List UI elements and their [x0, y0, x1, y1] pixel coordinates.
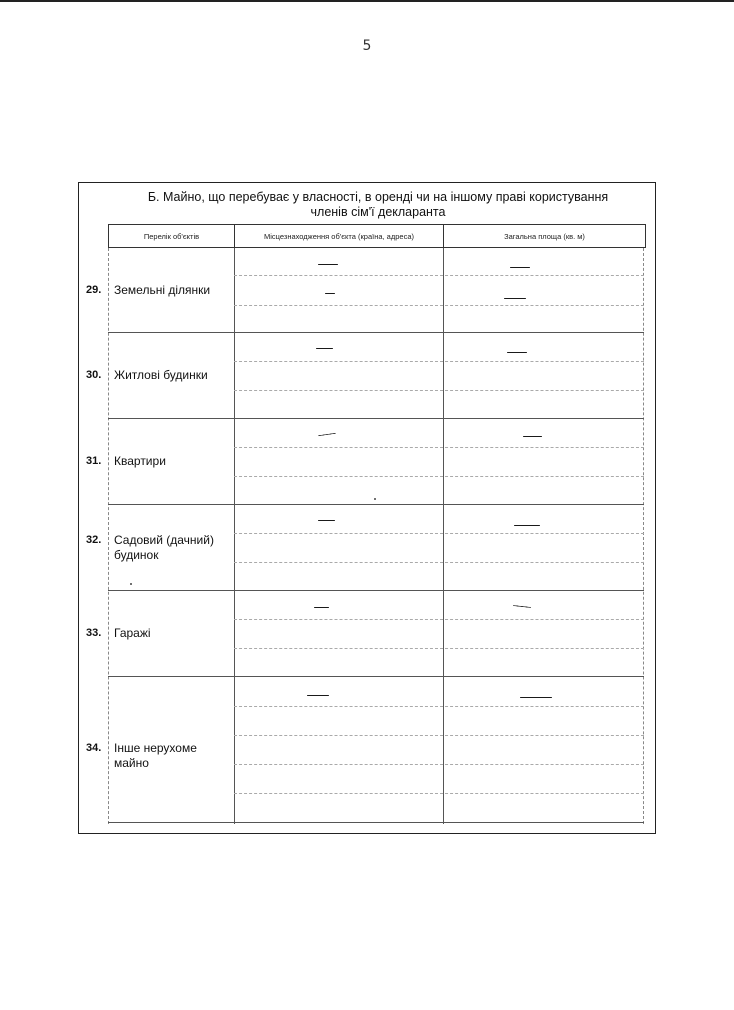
row-number-33: 33. — [86, 627, 102, 639]
row-number-34: 34. — [86, 742, 102, 754]
location-entry-dash — [318, 520, 335, 521]
sub-row-line — [234, 476, 644, 477]
location-entry-dash — [307, 695, 329, 696]
sub-row-line — [234, 619, 644, 620]
form-frame — [78, 182, 656, 834]
section-title — [108, 190, 648, 220]
top-rule — [0, 0, 734, 2]
row-label-other-real-estate: Інше нерухоме майно — [114, 741, 197, 770]
row-label-residential-houses: Житлові будинки — [114, 368, 208, 382]
row-separator — [108, 504, 644, 505]
sub-row-line — [234, 533, 644, 534]
area-entry-dash — [520, 697, 552, 698]
row-label-garages: Гаражі — [114, 626, 151, 640]
area-entry-dash — [514, 525, 540, 526]
row-separator — [108, 822, 644, 823]
section-title-line1: Б. Майно, що перебуває у власності, в оренді чи на іншому праві користування — [147, 190, 609, 204]
section-title-line2: членів сім'ї декларанта — [310, 205, 446, 219]
location-entry-dash — [318, 264, 338, 265]
row-number-30: 30. — [86, 369, 102, 381]
row-separator — [108, 332, 644, 333]
row-separator — [108, 676, 644, 677]
sub-row-line — [234, 390, 644, 391]
sub-row-line — [234, 361, 644, 362]
location-entry-dash — [325, 293, 335, 294]
grid-line-left — [108, 248, 109, 824]
row-number-32: 32. — [86, 534, 102, 546]
row-number-29: 29. — [86, 284, 102, 296]
location-entry-dash — [314, 607, 329, 608]
column-header-area: Загальна площа (кв. м) — [443, 224, 646, 248]
sub-row-line — [234, 562, 644, 563]
sub-row-line — [234, 706, 644, 707]
column-header-location: Місцезнаходження об'єкта (країна, адреса) — [234, 224, 444, 248]
scan-speck — [374, 498, 376, 500]
grid-line-col2 — [443, 248, 444, 824]
row-label-garden-house: Садовий (дачний) будинок — [114, 533, 214, 562]
sub-row-line — [234, 793, 644, 794]
area-entry-dash — [504, 298, 526, 299]
location-entry-dash — [316, 348, 333, 349]
sub-row-line — [234, 648, 644, 649]
column-header-objects: Перелік об'єктів — [108, 224, 235, 248]
row-label-apartments: Квартири — [114, 454, 166, 468]
sub-row-line — [234, 275, 644, 276]
page-number: 5 — [362, 38, 372, 54]
row-separator — [108, 418, 644, 419]
sub-row-line — [234, 764, 644, 765]
scan-speck — [130, 583, 132, 585]
area-entry-dash — [510, 267, 530, 268]
area-entry-dash — [507, 352, 527, 353]
sub-row-line — [234, 305, 644, 306]
area-entry-dash — [523, 436, 542, 437]
row-label-land-plots: Земельні ділянки — [114, 283, 211, 297]
grid-line-col1 — [234, 248, 235, 824]
row-separator — [108, 590, 644, 591]
grid-line-right — [643, 248, 644, 824]
row-number-31: 31. — [86, 455, 102, 467]
sub-row-line — [234, 735, 644, 736]
sub-row-line — [234, 447, 644, 448]
